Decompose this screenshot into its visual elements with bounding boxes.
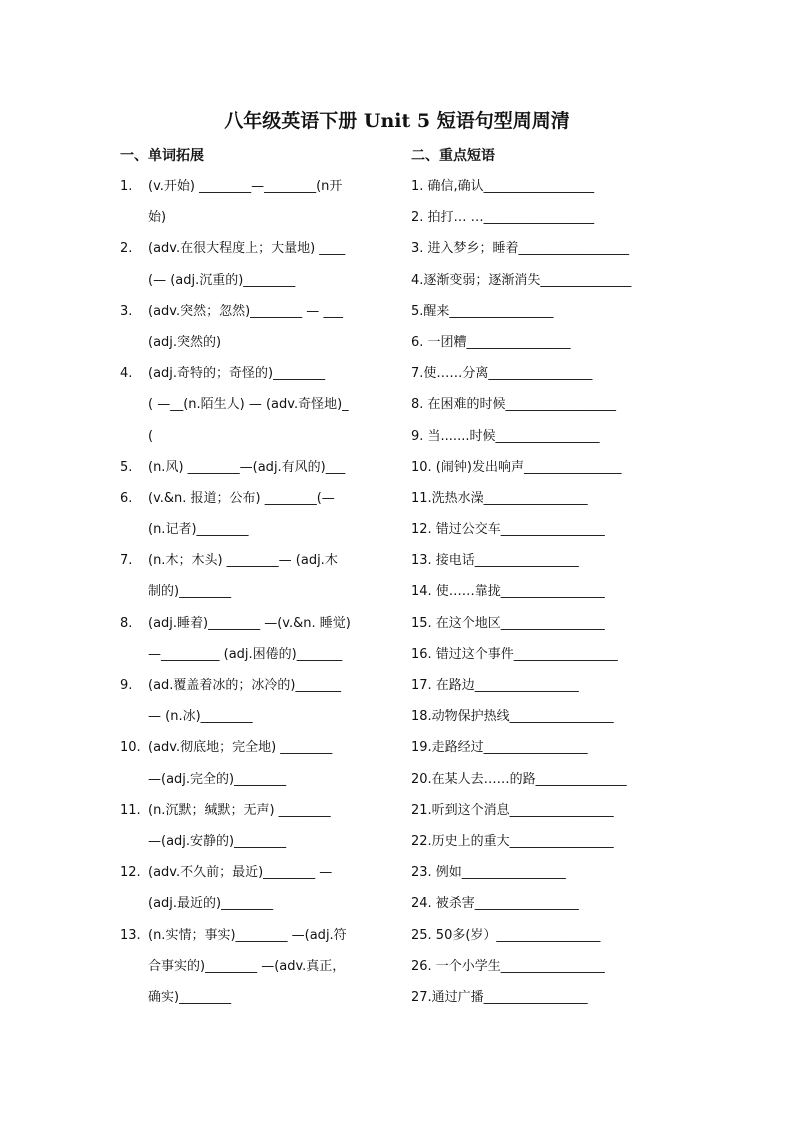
item-text: (n.实情；事实)________ —(adj.符 bbox=[148, 927, 347, 943]
item-number: 5. bbox=[120, 459, 133, 475]
item-text: (n.木；木头) ________— (adj.木 bbox=[148, 553, 338, 569]
word-expansion-line bbox=[120, 421, 390, 452]
key-phrase-line: 1. 确信,确认_________________ bbox=[411, 179, 595, 194]
item-text: (adv.彻底地；完全地) ________ bbox=[148, 740, 333, 756]
key-phrase-line: 23. 例如________________ bbox=[411, 865, 566, 881]
item-text: (adv.不久前；最近)________ — bbox=[148, 865, 333, 881]
word-expansion-line bbox=[120, 483, 390, 514]
item-text: — (n.冰)________ bbox=[148, 709, 253, 725]
word-expansion-line bbox=[120, 608, 390, 639]
item-text: (adj.奇特的；奇怪的)________ bbox=[148, 366, 326, 382]
item-text: 始) bbox=[148, 210, 167, 226]
section-heading-key-phrases: 二、重点短语 bbox=[411, 148, 495, 164]
section-heading-word-expansion: 一、单词拓展 bbox=[120, 148, 204, 164]
item-text: 确实)________ bbox=[148, 989, 232, 1005]
key-phrase-line: 12. 错过公交车________________ bbox=[411, 522, 605, 538]
key-phrase-line: 16. 错过这个事件________________ bbox=[411, 646, 618, 662]
key-phrase-line: 10. (闹钟)发出响声_______________ bbox=[411, 459, 622, 475]
item-number: 9. bbox=[120, 678, 133, 693]
item-text: (adj.突然的) bbox=[148, 334, 222, 350]
item-text: (n.记者)________ bbox=[148, 522, 249, 538]
item-number: 12. bbox=[120, 865, 141, 881]
item-number: 13. bbox=[120, 927, 141, 943]
word-expansion-line bbox=[120, 920, 390, 951]
page-title: 八年级英语下册 Unit 5 短语句型周周清 bbox=[224, 110, 570, 132]
item-number: 3. bbox=[120, 303, 133, 319]
item-text: —(adj.安静的)________ bbox=[148, 833, 287, 849]
word-expansion-line bbox=[120, 732, 390, 763]
word-expansion-line bbox=[120, 701, 390, 732]
item-text: (v.&n. 报道；公布) ________(— bbox=[148, 490, 335, 506]
key-phrase-line: 11.洗热水澡________________ bbox=[411, 490, 588, 506]
word-expansion-line bbox=[120, 233, 390, 264]
word-expansion-line bbox=[120, 826, 390, 857]
item-number: 6. bbox=[120, 490, 133, 506]
word-expansion-line bbox=[120, 171, 390, 202]
key-phrase-line: 26. 一个小学生________________ bbox=[411, 958, 605, 974]
word-expansion-line bbox=[120, 202, 390, 233]
item-text: (n.沉默；缄默；无声) ________ bbox=[148, 802, 331, 818]
key-phrase-line: 9. 当.......时候________________ bbox=[411, 428, 600, 444]
item-number: 4. bbox=[120, 366, 133, 382]
key-phrase-line: 18.动物保护热线________________ bbox=[411, 709, 614, 725]
key-phrase-line: 14. 使……靠拢________________ bbox=[411, 584, 605, 600]
word-expansion-line bbox=[120, 764, 390, 795]
key-phrase-line: 13. 接电话________________ bbox=[411, 553, 579, 569]
item-text: 制的)________ bbox=[148, 584, 232, 600]
key-phrase-line: 27.通过广播________________ bbox=[411, 989, 588, 1005]
key-phrase-line: 3. 进入梦乡；睡着_________________ bbox=[411, 241, 630, 257]
item-text: —(adj.完全的)________ bbox=[148, 771, 287, 787]
word-expansion-line bbox=[120, 857, 390, 888]
item-number: 8. bbox=[120, 615, 133, 631]
item-text: ( bbox=[148, 428, 154, 444]
item-text: (n.风) ________—(adj.有风的)___ bbox=[148, 459, 346, 475]
item-text: (adv.突然；忽然)________ — ___ bbox=[148, 303, 343, 319]
item-text: —_________ (adj.困倦的)_______ bbox=[148, 646, 343, 662]
key-phrase-line: 22.历史上的重大________________ bbox=[411, 833, 614, 849]
key-phrase-line: 20.在某人去……的路______________ bbox=[411, 771, 627, 787]
key-phrase-line: 6. 一团糟________________ bbox=[411, 334, 571, 350]
key-phrase-line: 8. 在困难的时候_________________ bbox=[411, 397, 617, 413]
item-number: 11. bbox=[120, 802, 141, 818]
key-phrase-line: 25. 50多(岁）________________ bbox=[411, 927, 601, 943]
word-expansion-line bbox=[120, 639, 390, 670]
key-phrase-line: 21.听到这个消息________________ bbox=[411, 802, 614, 818]
word-expansion-list bbox=[120, 171, 390, 1013]
word-expansion-line bbox=[120, 452, 390, 483]
item-text: ( —__(n.陌生人) — (adv.奇怪地)_ bbox=[148, 397, 349, 413]
word-expansion-line bbox=[120, 795, 390, 826]
item-text: (ad.覆盖着冰的；冰冷的)_______ bbox=[148, 678, 341, 693]
word-expansion-line bbox=[120, 265, 390, 296]
item-text: (adj.最近的)________ bbox=[148, 896, 274, 912]
key-phrase-line: 24. 被杀害________________ bbox=[411, 896, 579, 912]
word-expansion-line bbox=[120, 670, 390, 701]
word-expansion-line bbox=[120, 296, 390, 327]
item-number: 2. bbox=[120, 241, 133, 257]
key-phrase-line: 5.醒来________________ bbox=[411, 303, 554, 319]
word-expansion-line bbox=[120, 982, 390, 1013]
key-phrases-list bbox=[411, 171, 686, 1013]
key-phrase-line: 19.走路经过________________ bbox=[411, 740, 588, 756]
key-phrase-line: 2. 拍打… …_________________ bbox=[411, 210, 595, 226]
item-text: 合事实的)________ —(adv.真正， bbox=[148, 958, 346, 974]
key-phrase-line: 4.逐渐变弱；逐渐消失______________ bbox=[411, 272, 632, 288]
key-phrase-line: 7.使……分离________________ bbox=[411, 366, 593, 382]
word-expansion-line bbox=[120, 358, 390, 389]
word-expansion-line bbox=[120, 545, 390, 576]
word-expansion-line bbox=[120, 576, 390, 607]
item-text: (v.开始) ________—________(n开 bbox=[148, 179, 343, 194]
item-number: 1. bbox=[120, 179, 133, 194]
word-expansion-line bbox=[120, 327, 390, 358]
item-number: 10. bbox=[120, 740, 141, 756]
key-phrase-line: 17. 在路边________________ bbox=[411, 678, 579, 693]
item-text: (adv.在很大程度上；大量地) ____ bbox=[148, 241, 346, 257]
word-expansion-line bbox=[120, 514, 390, 545]
word-expansion-line bbox=[120, 389, 390, 420]
item-text: (— (adj.沉重的)________ bbox=[148, 272, 296, 288]
item-text: (adj.睡着)________ —(v.&n. 睡觉) bbox=[148, 615, 351, 631]
word-expansion-line bbox=[120, 951, 390, 982]
key-phrase-line: 15. 在这个地区________________ bbox=[411, 615, 605, 631]
word-expansion-line bbox=[120, 888, 390, 919]
item-number: 7. bbox=[120, 553, 133, 569]
